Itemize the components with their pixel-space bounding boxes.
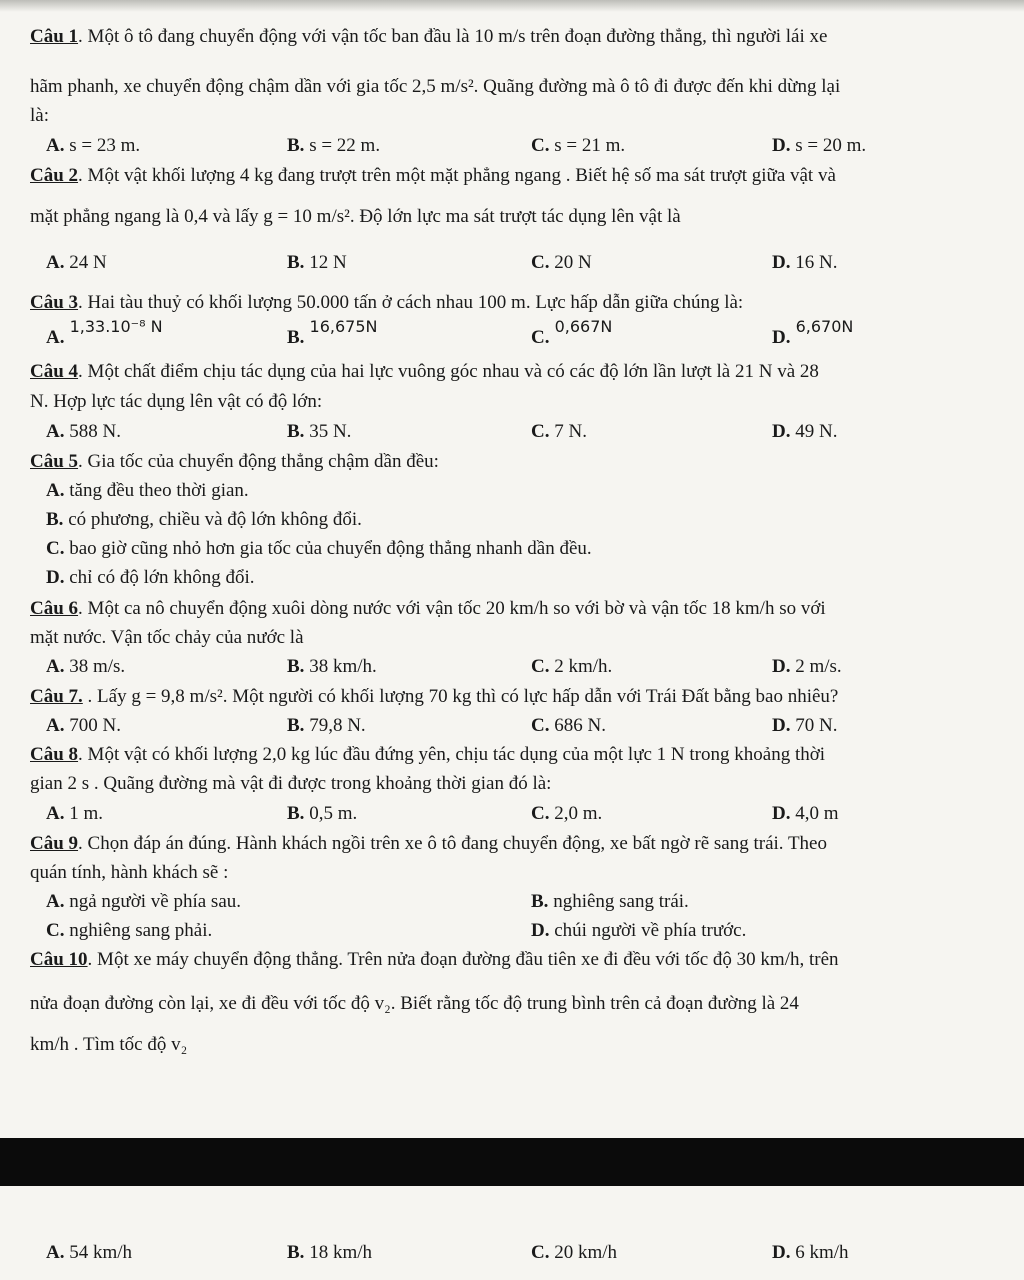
question-text: km/h . Tìm tốc độ v₂ xyxy=(30,1034,188,1055)
question-text: gian 2 s . Quãng đường mà vật đi được trong khoảng thời gian đó là: xyxy=(30,773,552,794)
question-text: . Một chất điểm chịu tác dụng của hai lực vuông góc nhau và có các độ lớn lần lượt là 21 N và 28 xyxy=(78,361,819,382)
question-4-line-1 xyxy=(30,361,996,383)
option-a: A. 588 N. xyxy=(46,421,121,442)
option-d: D. $^{6,670N}$ xyxy=(772,317,854,348)
option-d: D. s = 20 m. xyxy=(772,135,867,156)
option-c: C. 20 N xyxy=(531,252,592,273)
option-d: D. chúi người về phía trước. xyxy=(531,920,747,941)
question-text: nửa đoạn đường còn lại, xe đi đều với tốc độ v₂. Biết rằng tốc độ trung bình trên cả đoạn đường là 24 xyxy=(30,993,799,1014)
question-1-line-1 xyxy=(30,26,996,48)
option-b: B. 18 km/h xyxy=(287,1242,372,1263)
question-8-line-1 xyxy=(30,744,996,766)
question-label: Câu 9 xyxy=(30,833,79,854)
question-label: Câu 8 xyxy=(30,744,79,765)
option-a: A. 54 km/h xyxy=(46,1242,133,1263)
question-text: hãm phanh, xe chuyển động chậm dần với gia tốc 2,5 m/s². Quãng đường mà ô tô đi được đến khi dừng lại xyxy=(30,76,841,97)
question-8-line-2 xyxy=(30,773,996,795)
option-d: D. 49 N. xyxy=(772,421,838,442)
option-b: B. 38 km/h. xyxy=(287,656,377,677)
option-b: B. s = 22 m. xyxy=(287,135,381,156)
question-10-line-3 xyxy=(30,1034,996,1056)
option-c: C. nghiêng sang phải. xyxy=(46,920,213,941)
option-c: C. $^{0,667N}$ xyxy=(531,317,613,348)
question-label: Câu 1 xyxy=(30,26,79,47)
question-label: Câu 7. xyxy=(30,686,83,707)
option-a: A. 24 N xyxy=(46,252,107,273)
question-2-line-1 xyxy=(30,165,996,187)
question-6-line-1 xyxy=(30,598,996,620)
option-d: D. 70 N. xyxy=(772,715,838,736)
option-d: D. 16 N. xyxy=(772,252,838,273)
option-a: A. $^{1,33.10^{-8} N}$ xyxy=(46,317,163,348)
question-1-line-3 xyxy=(30,105,996,127)
option-a: A. ngả người về phía sau. xyxy=(46,891,242,912)
question-label: Câu 6 xyxy=(30,598,79,619)
question-text: N. Hợp lực tác dụng lên vật có độ lớn: xyxy=(30,391,323,412)
question-9-line-1 xyxy=(30,833,996,855)
question-4-line-2 xyxy=(30,391,996,413)
question-label: Câu 5 xyxy=(30,451,79,472)
option-d: D. 6 km/h xyxy=(772,1242,849,1263)
black-band xyxy=(0,1138,1024,1186)
question-text: là: xyxy=(30,105,49,126)
question-2-line-2 xyxy=(30,206,996,228)
option-c: C. bao giờ cũng nhỏ hơn gia tốc của chuyển động thẳng nhanh dần đều. xyxy=(46,538,592,559)
question-text: . Một vật có khối lượng 2,0 kg lúc đầu đứng yên, chịu tác dụng của một lực 1 N trong khoảng thời xyxy=(78,744,826,765)
option-a: A. 1 m. xyxy=(46,803,104,824)
question-text: mặt nước. Vận tốc chảy của nước là xyxy=(30,627,304,648)
question-10-line-1 xyxy=(30,949,996,971)
question-3-line-1 xyxy=(30,292,996,314)
question-label: Câu 2 xyxy=(30,165,79,186)
option-c: C. 2 km/h. xyxy=(531,656,613,677)
option-b: B. có phương, chiều và độ lớn không đổi. xyxy=(46,509,362,530)
question-10-line-2 xyxy=(30,993,996,1015)
question-7-line-1 xyxy=(30,686,996,708)
option-b: B. nghiêng sang trái. xyxy=(531,891,689,912)
question-6-line-2 xyxy=(30,627,996,649)
option-a: A. s = 23 m. xyxy=(46,135,141,156)
question-text: . Hai tàu thuỷ có khối lượng 50.000 tấn ở cách nhau 100 m. Lực hấp dẫn giữa chúng là: xyxy=(78,292,744,313)
question-9-line-2 xyxy=(30,862,996,884)
option-a: A. 700 N. xyxy=(46,715,121,736)
question-5-line-1 xyxy=(30,451,996,473)
question-label: Câu 10 xyxy=(30,949,88,970)
top-shadow xyxy=(0,0,1024,12)
question-text: . Một xe máy chuyển động thẳng. Trên nửa đoạn đường đầu tiên xe đi đều với tốc độ 30 km/h, trên xyxy=(87,949,839,970)
question-text: quán tính, hành khách sẽ : xyxy=(30,862,229,883)
question-label: Câu 4 xyxy=(30,361,79,382)
option-c: C. 2,0 m. xyxy=(531,803,603,824)
option-a: A. tăng đều theo thời gian. xyxy=(46,480,249,501)
question-text: mặt phẳng ngang là 0,4 và lấy g = 10 m/s². Độ lớn lực ma sát trượt tác dụng lên vật là xyxy=(30,206,681,227)
question-text: . Một ca nô chuyển động xuôi dòng nước với vận tốc 20 km/h so với bờ và vận tốc 18 km/h so với xyxy=(78,598,826,619)
option-d: D. 2 m/s. xyxy=(772,656,842,677)
option-b: B. 35 N. xyxy=(287,421,352,442)
option-d: D. 4,0 m xyxy=(772,803,839,824)
question-text: . Một ô tô đang chuyển động với vận tốc ban đầu là 10 m/s trên đoạn đường thẳng, thì người lái xe xyxy=(78,26,828,47)
option-b: B. $^{16,675N}$ xyxy=(287,317,378,348)
option-b: B. 0,5 m. xyxy=(287,803,358,824)
question-1-line-2 xyxy=(30,76,996,98)
option-c: C. 686 N. xyxy=(531,715,606,736)
option-c: C. s = 21 m. xyxy=(531,135,626,156)
question-label: Câu 3 xyxy=(30,292,79,313)
option-a: A. 38 m/s. xyxy=(46,656,126,677)
question-text: . Chọn đáp án đúng. Hành khách ngồi trên xe ô tô đang chuyển động, xe bất ngờ rẽ sang trái. Theo xyxy=(78,833,827,854)
option-b: B. 12 N xyxy=(287,252,347,273)
option-c: C. 20 km/h xyxy=(531,1242,618,1263)
option-c: C. 7 N. xyxy=(531,421,587,442)
question-text: . Một vật khối lượng 4 kg đang trượt trên một mặt phẳng ngang . Biết hệ số ma sát trượt giữa vật và xyxy=(78,165,836,186)
option-b: B. 79,8 N. xyxy=(287,715,366,736)
question-text: . Gia tốc của chuyển động thẳng chậm dần đều: xyxy=(78,451,439,472)
question-text: . Lấy g = 9,8 m/s². Một người có khối lượng 70 kg thì có lực hấp dẫn với Trái Đất bằng bao nhiêu? xyxy=(82,686,839,707)
option-d: D. chỉ có độ lớn không đổi. xyxy=(46,567,255,588)
